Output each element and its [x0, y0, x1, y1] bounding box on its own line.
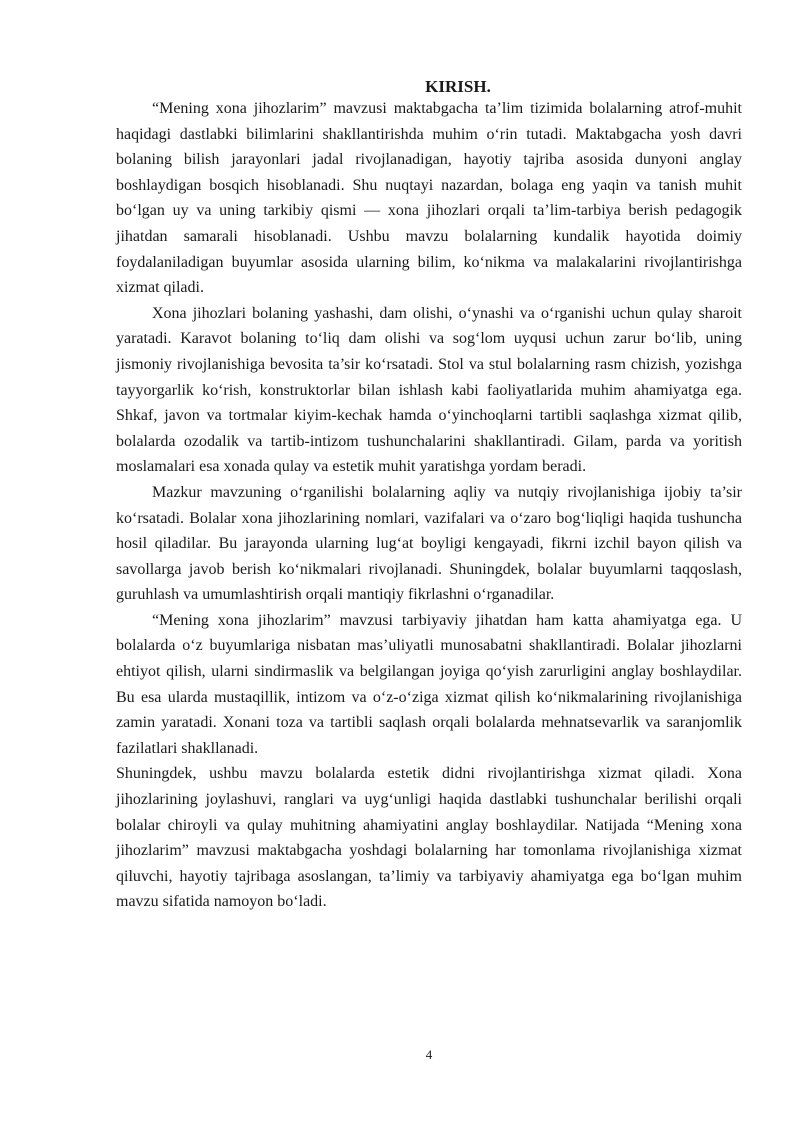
section-heading: KIRISH. [425, 77, 491, 96]
body-text [116, 96, 742, 915]
page-number: 4 [425, 1047, 433, 1062]
paragraph: Mazkur mavzuning o‘rganilishi bolalarning aqliy va nutqiy rivojlanishiga ijobiy ta’sir ko‘rsatadi. Bolalar xona jihozlarining nomlari, vazifalari va o‘zaro bog‘liqligi haqida tushuncha hosil qiladilar. Bu jarayonda ularning lug‘at boyligi kengayadi, fikrni izchil bayon qilish va savollarga javob berish ko‘nikmalari rivojlanadi. Shuningdek, bolalar buyumlarni taqqoslash, guruhlash va umumlashtirish orqali mantiqiy fikrlashni o‘rganadilar. [116, 483, 742, 604]
paragraph: Shuningdek, ushbu mavzu bolalarda estetik didni rivojlantirishga xizmat qiladi. Xona jihozlarining joylashuvi, ranglari va uyg‘unligi haqida dastlabki tushunchalar berilishi orqali bolalar chiroyli va qulay muhitning ahamiyatini anglay boshlaydilar. Natijada “Mening xona jihozlarim” mavzusi maktabgacha yoshdagi bolalarning har tomonlama rivojlanishiga xizmat qiluvchi, hayotiy tajribaga asoslangan, ta’limiy va tarbiyaviy ahamiyatga ega bo‘lgan muhim mavzu sifatida namoyon bo‘ladi. [116, 765, 742, 911]
paragraph: “Mening xona jihozlarim” mavzusi maktabgacha ta’lim tizimida bolalarning atrof-muhit haqidagi dastlabki bilimlarini shakllantirishda muhim o‘rin tutadi. Maktabgacha yosh davri bolaning bilish jarayonlari jadal rivojlanadigan, hayotiy tajriba asosida dunyoni anglay boshlaydigan bosqich hisoblanadi. Shu nuqtayi nazardan, bolaga eng yaqin va tanish muhit bo‘lgan uy va uning tarkibiy qismi — xona jihozlari orqali ta’lim-tarbiya berish pedagogik jihatdan samarali hisoblanadi. Ushbu mavzu bolalarning kundalik hayotida doimiy foydalaniladigan buyumlar asosida ularning bilim, ko‘nikma va malakalarini rivojlantirishga xizmat qiladi. [116, 100, 742, 297]
paragraph: Xona jihozlari bolaning yashashi, dam olishi, o‘ynashi va o‘rganishi uchun qulay sharoit yaratadi. Karavot bolaning to‘liq dam olishi va sog‘lom uyqusi uchun zarur bo‘lib, uning jismoniy rivojlanishiga bevosita ta’sir ko‘rsatadi. Stol va stul bolalarning rasm chizish, yozishga tayyorgarlik ko‘rish, konstruktorlar bilan ishlash kabi faoliyatlarida muhim ahamiyatga ega. Shkaf, javon va tortmalar kiyim-kechak hamda o‘yinchoqlarni tartibli saqlashga xizmat qilib, bolalarda ozodalik va tartib-intizom tushunchalarini shakllantiradi. Gilam, parda va yoritish moslamalari esa xonada qulay va estetik muhit yaratishga yordam beradi. [116, 304, 742, 476]
paragraph: “Mening xona jihozlarim” mavzusi tarbiyaviy jihatdan ham katta ahamiyatga ega. U bolalarda o‘z buyumlariga nisbatan mas’uliyatli munosabatni shakllantiradi. Bolalar jihozlarni ehtiyot qilish, ularni sindirmaslik va belgilangan joyiga qo‘yish zarurligini anglay boshlaydilar. Bu esa ularda mustaqillik, intizom va o‘z-o‘ziga xizmat qilish ko‘nikmalarining rivojlanishiga zamin yaratadi. Xonani toza va tartibli saqlash orqali bolalarda mehnatsevarlik va saranjomlik fazilatlari shakllanadi. [116, 611, 742, 757]
